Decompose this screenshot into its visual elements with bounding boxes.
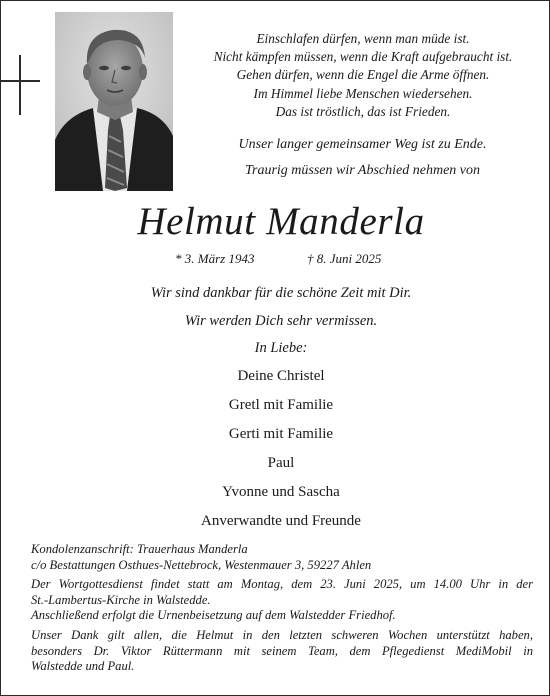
mourner-name: Paul (267, 455, 295, 471)
mourner-name: Gretl mit Familie (228, 397, 334, 413)
death-date: † 8. Juni 2025 (307, 251, 382, 266)
service-info (31, 577, 533, 624)
poem-line: Einschlafen dürfen, wenn man müde ist. (256, 31, 470, 46)
condolence-line: Kondolenzanschrift: Trauerhaus Manderla (31, 542, 248, 556)
mourner-name: Anverwandte und Freunde (201, 513, 361, 529)
mourner-name: Deine Christel (237, 368, 325, 384)
gratitude-line: Unser Dank gilt allen, die Helmut in den letzten schweren Wochen unterstützt haben, (31, 627, 533, 642)
birth-date: * 3. März 1943 (175, 251, 255, 266)
farewell-line: Traurig müssen wir Abschied nehmen von (244, 163, 480, 178)
gratitude-line: Walstedde und Paul. (31, 659, 135, 674)
deceased-name: Helmut Manderla (137, 200, 425, 243)
mourner-name: Yvonne und Sascha (222, 484, 340, 500)
poem-line: Gehen dürfen, wenn die Engel die Arme öffnen. (236, 67, 490, 83)
mourner-name: Gerti mit Familie (228, 426, 334, 442)
condolence-line: c/o Bestattungen Osthues-Nettebrock, Westenmauer 3, 59227 Ahlen (31, 557, 372, 572)
notices (31, 542, 533, 679)
portrait-photo (55, 12, 173, 191)
poem-line: Nicht kämpfen müssen, wenn die Kraft aufgebraucht ist. (213, 49, 513, 65)
poem (188, 30, 538, 121)
miss-line: Wir werden Dich sehr vermissen. (184, 313, 378, 329)
service-line: St.-Lambertus-Kirche in Walstedde. (31, 592, 211, 607)
poem-line: Im Himmel liebe Menschen wiedersehen. (253, 85, 473, 101)
gratitude (31, 628, 533, 675)
together-line: Unser langer gemeinsamer Weg ist zu Ende. (238, 137, 487, 152)
thanks-line: Wir sind dankbar für die schöne Zeit mit Dir. (150, 285, 412, 301)
condolence-address (31, 542, 533, 573)
love-line: In Liebe: (254, 340, 308, 356)
poem-line: Das ist tröstlich, das ist Frieden. (275, 103, 451, 119)
gratitude-line: besonders Dr. Viktor Rüttermann mit seinem Team, dem Pflegedienst MediMobil in (31, 643, 533, 658)
service-line: Der Wortgottesdienst findet statt am Montag, dem 23. Juni 2025, um 14.00 Uhr in der (31, 577, 533, 592)
service-line: Anschließend erfolgt die Urnenbeisetzung auf dem Walstedder Friedhof. (31, 608, 396, 623)
